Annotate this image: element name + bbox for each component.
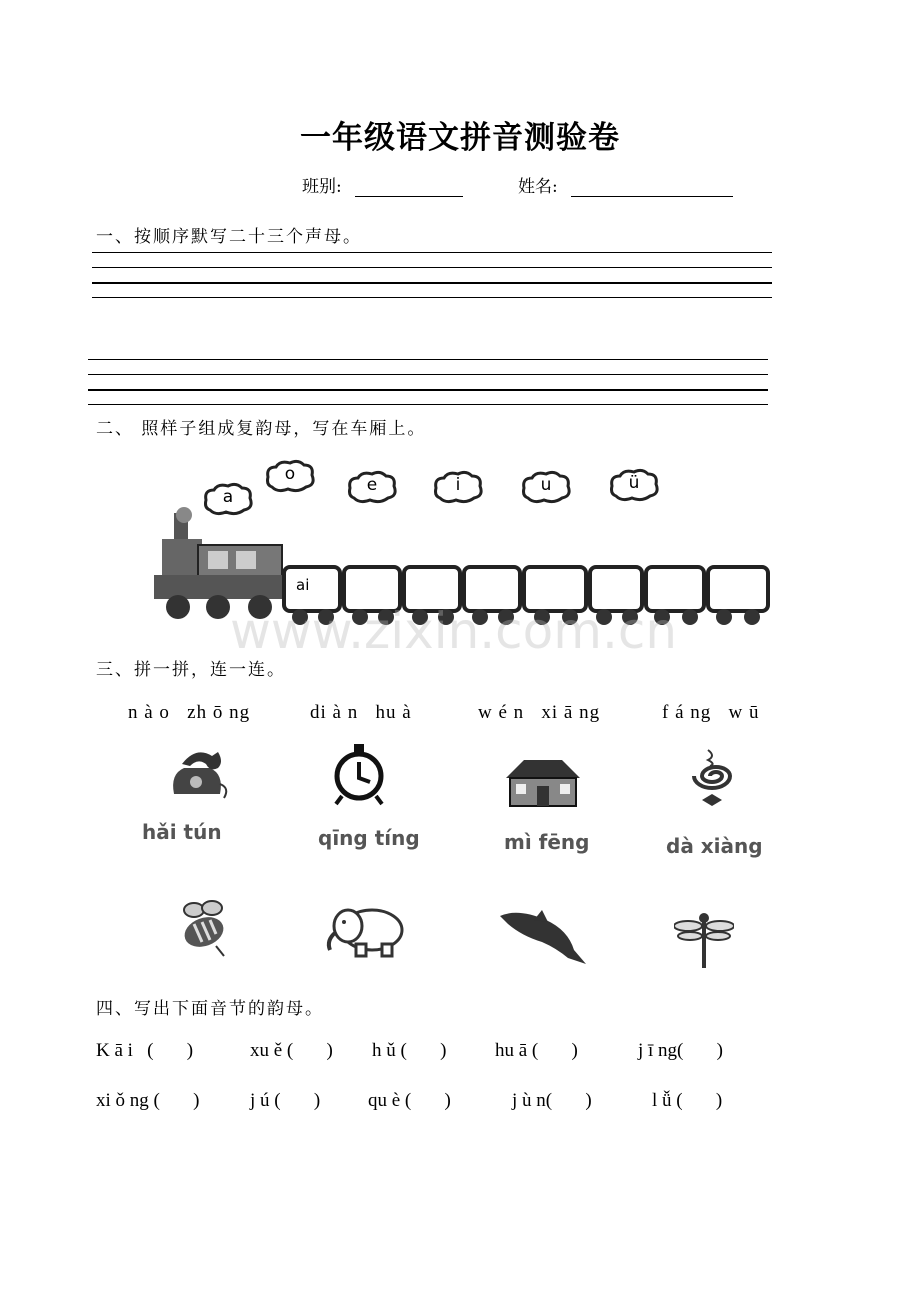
bee-icon[interactable]	[172, 894, 232, 958]
syllable-item[interactable]: xi ǒ ng ( )	[96, 1090, 200, 1111]
page-title: 一年级语文拼音测验卷	[300, 120, 620, 156]
name-field	[518, 172, 733, 197]
vowel-cloud	[432, 470, 484, 504]
section-2-heading: 二、 照样子组成复韵母，写在车厢上。	[96, 419, 427, 439]
vowel-e: e	[366, 475, 378, 495]
class-blank[interactable]	[355, 178, 463, 197]
class-field	[302, 172, 463, 197]
syllable-item[interactable]: l ǚ ( )	[652, 1090, 723, 1111]
pinyin-word: di à n hu à	[310, 702, 412, 723]
section-3-heading: 三、拼一拼，连一连。	[96, 660, 286, 680]
syllable-item[interactable]: h ǔ ( )	[372, 1040, 447, 1061]
train-car[interactable]	[708, 567, 768, 611]
section-4-heading: 四、写出下面音节的韵母。	[96, 999, 324, 1019]
class-label: 班别:	[302, 177, 342, 197]
watermark: www.zixin.com.cn	[230, 602, 678, 660]
syllable-item[interactable]: xu ě ( )	[250, 1040, 333, 1061]
section-1-heading: 一、按顺序默写二十三个声母。	[96, 227, 362, 247]
name-label: 姓名:	[518, 177, 558, 197]
house-icon[interactable]	[504, 756, 582, 808]
picture-label: qīng tíng	[318, 826, 420, 850]
vowel-cloud	[264, 459, 316, 493]
pinyin-word: w é n xi ā ng	[478, 702, 601, 723]
dragonfly-icon[interactable]	[674, 910, 734, 970]
vowel-cloud	[346, 470, 398, 504]
writing-line	[88, 404, 768, 405]
vowel-a: a	[222, 487, 234, 507]
picture-label: mì fēng	[504, 830, 590, 854]
writing-line	[92, 252, 772, 253]
vowel-o: o	[284, 464, 296, 484]
writing-line	[92, 282, 772, 284]
vowel-cloud	[608, 468, 660, 502]
alarm-clock-icon[interactable]	[330, 742, 388, 806]
dolphin-icon[interactable]	[498, 906, 590, 968]
vowel-i: i	[455, 475, 461, 495]
syllable-item[interactable]: j ú ( )	[250, 1090, 321, 1111]
vowel-cloud	[520, 470, 572, 504]
elephant-icon[interactable]	[322, 902, 406, 958]
syllable-item[interactable]: hu ā ( )	[495, 1040, 578, 1061]
example-car-label: ai	[296, 576, 310, 594]
vowel-u-umlaut: ü	[628, 473, 640, 493]
writing-line	[92, 297, 772, 298]
vowel-u: u	[540, 475, 552, 495]
syllable-item[interactable]: K ā i ( )	[96, 1040, 194, 1061]
writing-line	[88, 389, 768, 391]
syllable-item[interactable]: qu è ( )	[368, 1090, 451, 1111]
writing-line	[92, 267, 772, 268]
name-blank[interactable]	[571, 178, 733, 197]
picture-label: hǎi tún	[142, 820, 222, 844]
mosquito-coil-icon[interactable]	[684, 748, 740, 812]
writing-line	[88, 374, 768, 375]
picture-label: dà xiàng	[666, 834, 763, 858]
pinyin-word: f á ng w ū	[662, 702, 760, 723]
syllable-item[interactable]: j ù n( )	[512, 1090, 592, 1111]
pinyin-word: n à o zh ō ng	[128, 702, 251, 723]
telephone-icon[interactable]	[166, 744, 230, 802]
syllable-item[interactable]: j ī ng( )	[638, 1040, 723, 1061]
writing-line	[88, 359, 768, 360]
